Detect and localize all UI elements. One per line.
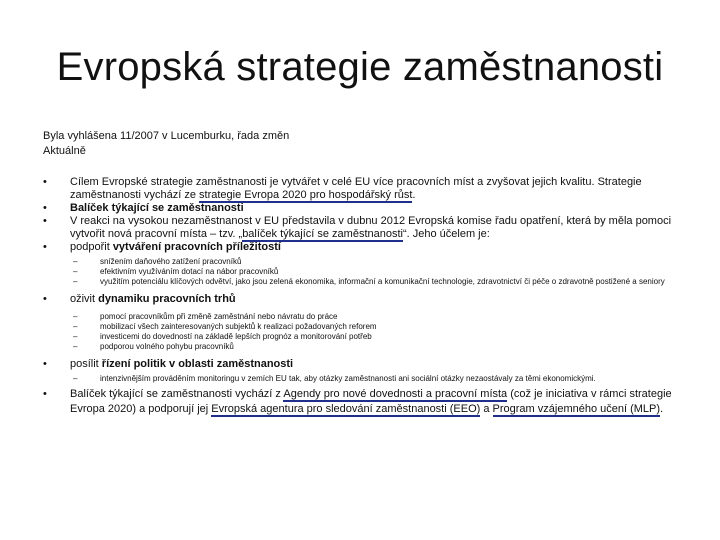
bullet-text: V reakci na vysokou nezaměstnanost v EU představila v dubnu 2012 Evropská komise řadu opatření, která by měla pomoci vytvořit nová pracovní místa – tzv. „ <box>70 215 672 240</box>
bullet-item <box>43 215 693 241</box>
bullet-item <box>43 358 693 371</box>
slide-title: Evropská strategie zaměstnanosti <box>56 45 664 89</box>
bullet-text: (což je iniciativa v rámci strategie Evropa 2020) a podporují jej <box>70 388 672 415</box>
bullet-text: oživit <box>70 293 99 305</box>
link-balicek-zamestnanosti[interactable]: balíček týkající se zaměstnanosti <box>242 228 403 240</box>
sub-bullet-item: – mobilizací všech zainteresovaných subjektů k realizaci požadovaných reforem <box>43 322 693 332</box>
bullet-text: Balíček týkající se zaměstnanosti <box>70 202 244 214</box>
sub-bullet-item: – podporou volného pohybu pracovníků <box>43 342 693 352</box>
bullet-list <box>43 176 693 417</box>
sub-bullet-item: – snížením daňového zatížení pracovníků <box>43 257 693 267</box>
sub-bullet-item: – investicemi do dovedností na základě lepších prognóz a monitorování potřeb <box>43 332 693 342</box>
bullet-text: Balíček týkající se zaměstnanosti vychází z <box>70 388 284 400</box>
bullet-item <box>43 387 693 417</box>
sub-bullet-item: – efektivním využíváním dotací na nábor pracovníků <box>43 267 693 277</box>
sub-bullet-item: – pomocí pracovníkům při změně zaměstnání nebo návratu do práce <box>43 312 693 322</box>
sub-bullet-item: – využitím potenciálu klíčových odvětví, jako jsou zelená ekonomika, informační a komunikační technologie, zdravotnictví či péče o zdravotně postižené a seniory <box>43 277 693 287</box>
bullet-text-bold: řízení politik v oblasti zaměstnanosti <box>101 358 294 370</box>
bullet-item <box>43 241 693 254</box>
link-agenda-dovednosti[interactable]: Agendy pro nové dovednosti a pracovní místa <box>283 388 508 400</box>
bullet-text: “. Jeho účelem je: <box>402 228 490 240</box>
bullet-item <box>43 293 693 306</box>
sub-bullet-item: – intenzivnějším prováděním monitoringu v zemích EU tak, aby otázky zaměstnanosti ani sociální otázky nezaostávaly za těmi ekonomickými. <box>43 374 693 384</box>
bullet-text: Cílem Evropské strategie zaměstnanosti je vytvářet v celé EU více pracovních míst a zvyšovat jejich kvalitu. Strategie zaměstnanosti vychází ze <box>70 176 642 201</box>
bullet-text: . <box>660 403 664 415</box>
bullet-text: posílit <box>70 358 102 370</box>
link-strategie-evropa-2020[interactable]: strategie Evropa 2020 pro hospodářský růst <box>199 189 413 201</box>
sub-list <box>43 374 693 384</box>
bullet-text: a <box>480 403 493 415</box>
intro <box>43 129 289 159</box>
bullet-text-bold: vytváření pracovních příležitostí <box>112 241 281 253</box>
bullet-text-bold: dynamiku pracovních trhů <box>98 293 236 305</box>
bullet-item <box>43 176 693 202</box>
bullet-text: podpořit <box>70 241 113 253</box>
sub-list <box>43 257 693 287</box>
intro-line: Aktuálně <box>43 145 86 157</box>
sub-list <box>43 312 693 352</box>
link-eeo[interactable]: Evropská agentura pro sledování zaměstnanosti (EEO) <box>211 403 481 415</box>
bullet-text: . <box>412 189 416 201</box>
link-mlp[interactable]: Program vzájemného učení (MLP) <box>492 403 661 415</box>
intro-line: Byla vyhlášena 11/2007 v Lucemburku, řada změn <box>43 130 290 142</box>
bullet-item <box>43 202 693 215</box>
